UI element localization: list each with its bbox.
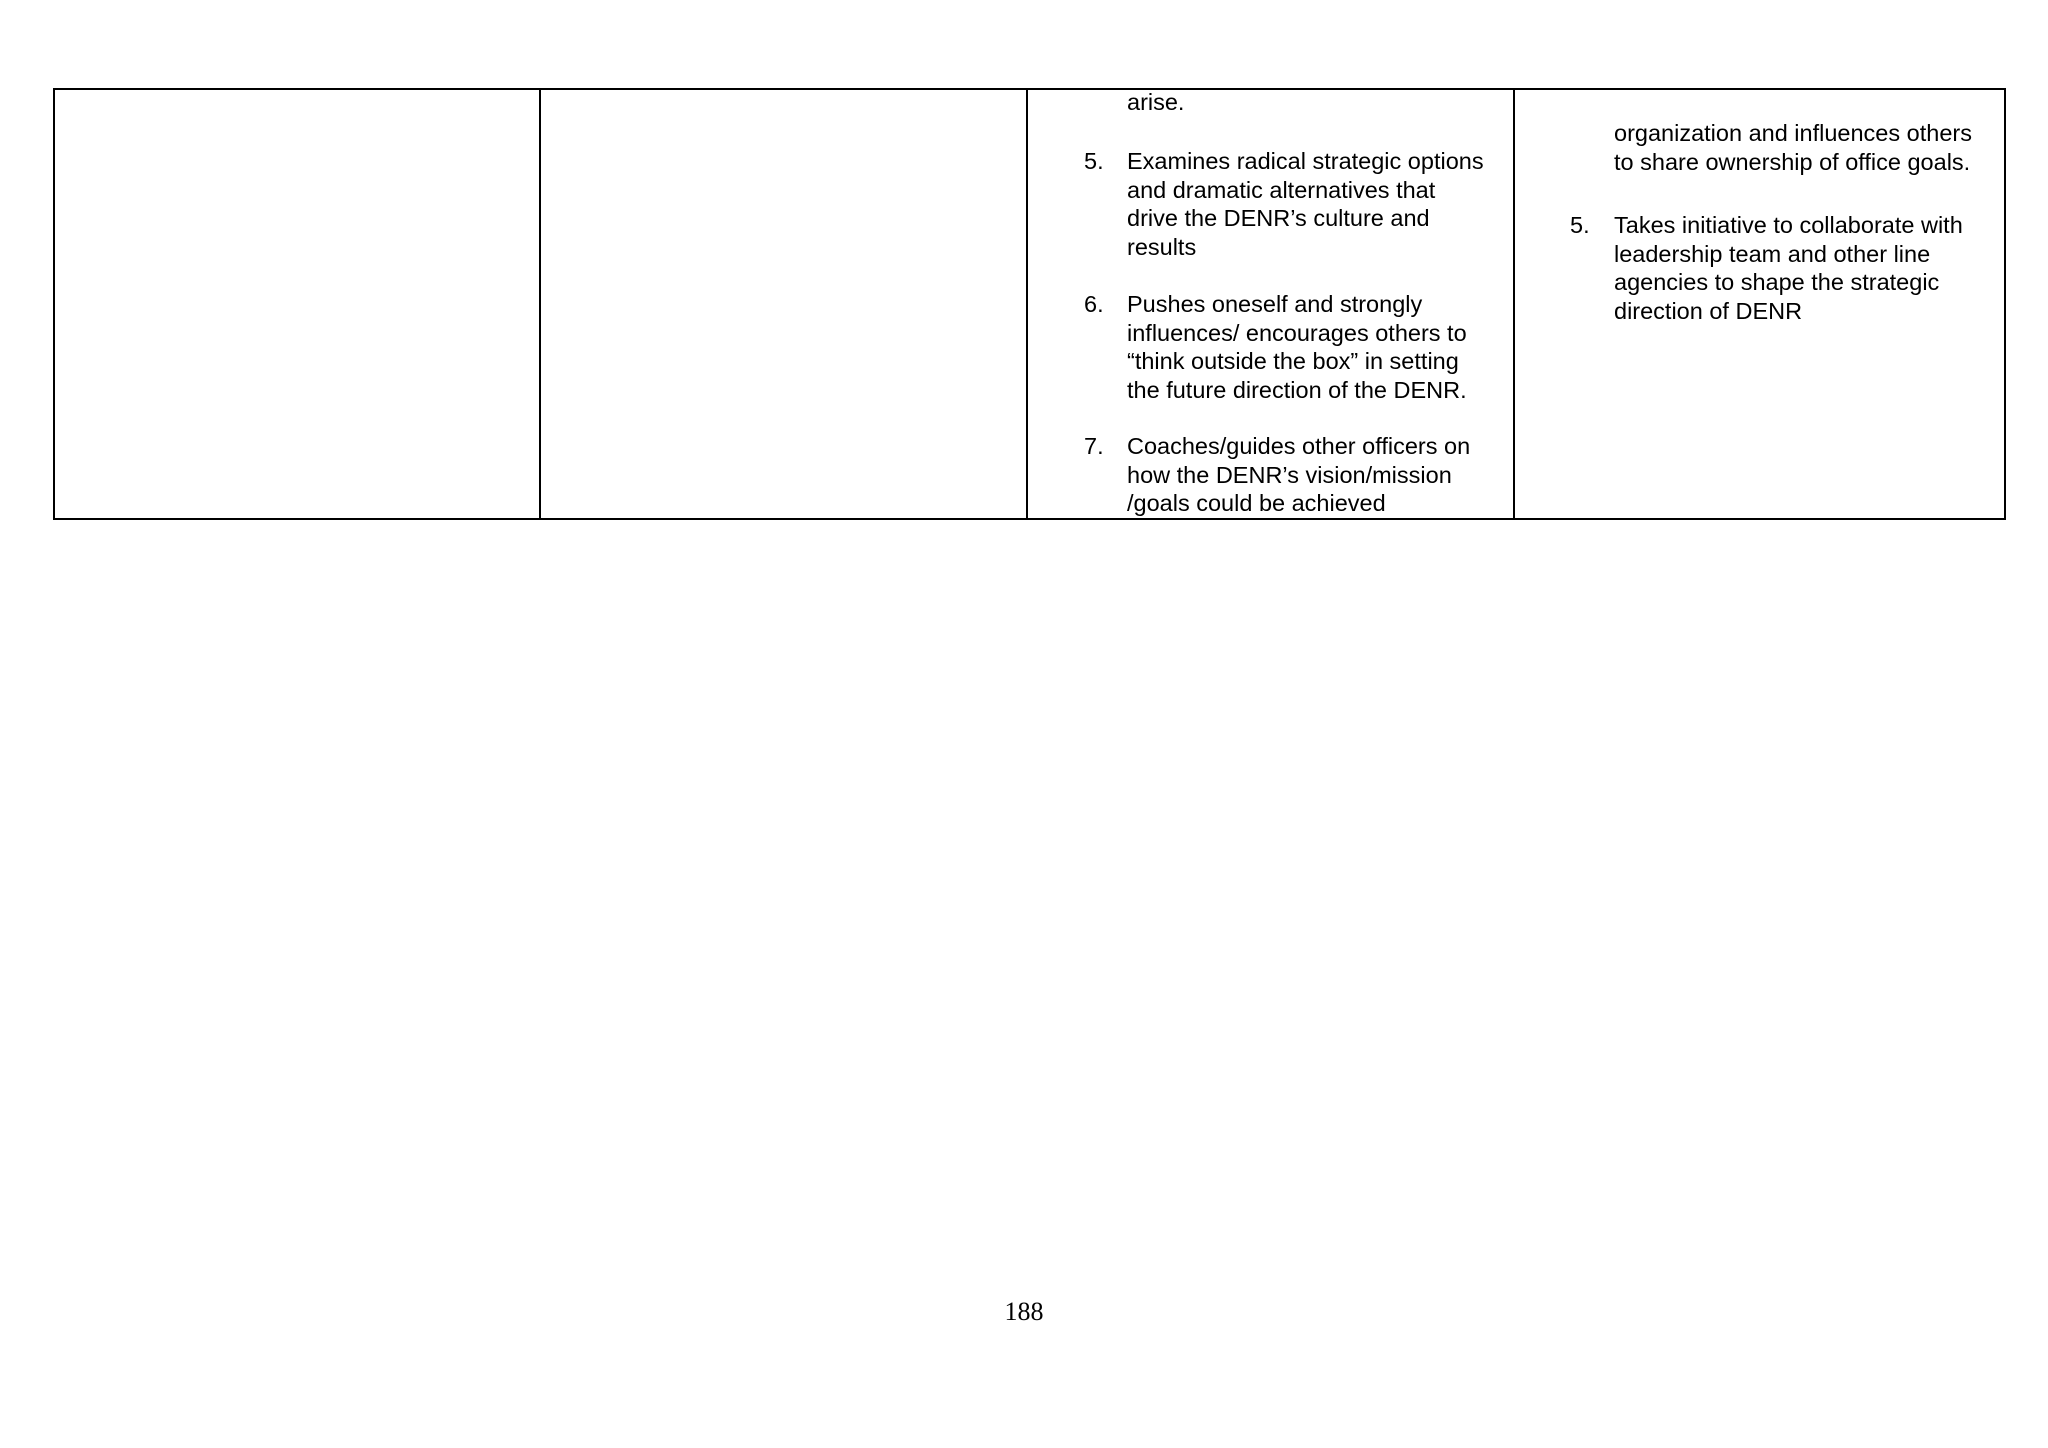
list-item-text: Takes initiative to collaborate with leadership team and other line agencies to shape the strategic direction of DENR	[1614, 212, 1963, 324]
list-item-text: Coaches/guides other officers on how the DENR’s vision/mission /goals could be achieved	[1127, 433, 1471, 516]
list-item-number: 5.	[1084, 148, 1104, 174]
list-item-text: Pushes oneself and strongly influences/ encourages others to “think outside the box” in setting the future direction of the DENR.	[1127, 291, 1467, 403]
list-item-number: 6.	[1084, 291, 1104, 317]
list-item-number: 7.	[1084, 433, 1104, 459]
list-item-text: Examines radical strategic options and dramatic alternatives that drive the DENR’s culture and results	[1127, 148, 1484, 260]
table-cell-col1	[54, 89, 540, 519]
list-item-number: 5.	[1570, 212, 1590, 238]
table-cell-col2	[540, 89, 1027, 519]
table-row	[54, 89, 2005, 519]
table-cell-col3	[1027, 89, 1514, 519]
col3-continuation-text: arise.	[1127, 89, 1185, 115]
col4-continuation-text: organization and influences others to share ownership of office goals.	[1614, 120, 1972, 175]
page-number: 188	[1004, 1297, 1044, 1326]
competency-table	[53, 88, 2006, 520]
table-cell-col4	[1514, 89, 2005, 519]
